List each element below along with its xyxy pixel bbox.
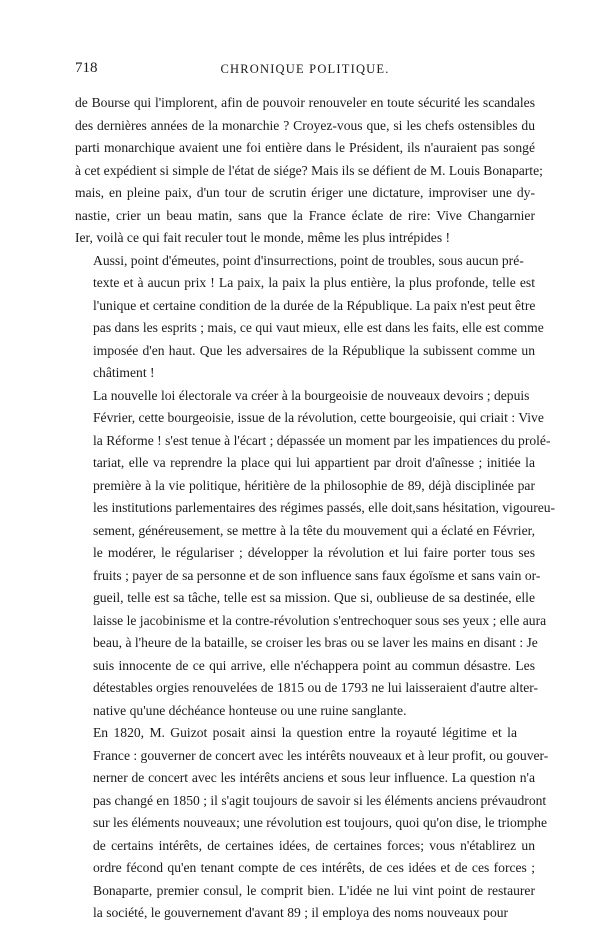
page-number: 718	[75, 60, 98, 76]
text-line: Ier, voilà ce qui fait reculer tout le monde, même les plus intrépides !	[75, 230, 451, 245]
text-line: pas changé en 1850 ; il s'agit toujours de savoir si les éléments anciens prévaudront	[93, 792, 547, 808]
text-line: de Bourse qui l'implorent, afin de pouvoir renouveler en toute sécurité les scandales	[75, 95, 535, 110]
text-line: laisse le jacobinisme et la contre-révolution s'entrechoquer sous ses yeux ; elle aura	[93, 612, 547, 628]
text-line: Février, cette bourgeoisie, issue de la révolution, cette bourgeoisie, qui criait : Vive	[93, 410, 544, 425]
running-head: CHRONIQUE POLITIQUE.	[220, 62, 390, 76]
text-line: le modérer, le régulariser ; développer la révolution et lui faire porter tous ses	[93, 545, 535, 560]
text-line: ordre fécond qu'en tenant compte de ces intérêts, de ces idées et de ces forces ;	[93, 860, 535, 875]
text-line: tariat, elle va reprendre la place qui lui appartient par droit d'aînesse ; initiée la	[93, 455, 535, 470]
paragraph	[75, 250, 544, 385]
text-line: La nouvelle loi électorale va créer à la bourgeoisie de nouveaux devoirs ; depuis	[93, 387, 530, 403]
text-line: mais, en pleine paix, d'un tour de scrutin ériger une dictature, improviser une dy-	[75, 185, 535, 200]
text-line: sement, généreusement, se mettre à la tête du mouvement qui a éclaté en Février,	[93, 522, 535, 538]
text-line: nerner de concert avec les intérêts anciens et sous leur influence. La question n'a	[93, 770, 535, 785]
text-line: texte et à aucun prix ! La paix, la paix la plus entière, la plus profonde, telle est	[93, 275, 535, 290]
text-line: parti monarchique avaient une foi entière dans le Président, ils n'auraient pas songé	[75, 140, 535, 155]
text-line: des dernières années de la monarchie ? Croyez-vous que, si les chefs ostensibles du	[75, 117, 535, 133]
page-header	[75, 60, 535, 82]
text-line: fruits ; payer de sa personne et de son influence sans faux égoïsme et sans vain or-	[93, 567, 541, 583]
text-line: détestables orgies renouvelées de 1815 ou de 1793 ne lui laisseraient d'autre alter-	[93, 680, 539, 695]
text-line: première à la vie politique, héritière de la philosophie de 89, déjà disciplinée par	[93, 477, 535, 493]
text-line: nastie, crier un beau matin, sans que la France éclate de rire: Vive Changarnier	[75, 207, 535, 223]
text-line: l'unique et certaine condition de la durée de la République. La paix n'est peut être	[93, 297, 536, 313]
text-line: France : gouverner de concert avec les intérêts nouveaux et à leur profit, ou gouver-	[93, 747, 549, 763]
paragraph	[75, 722, 549, 925]
text-line: châtiment !	[93, 365, 155, 380]
text-line: Aussi, point d'émeutes, point d'insurrections, point de troubles, sous aucun pré-	[93, 252, 524, 268]
text-line: imposée d'en haut. Que les adversaires de la République la subissent comme un	[93, 342, 535, 358]
text-line: pas dans les esprits ; mais, ce qui vaut mieux, elle est dans les faits, elle est comme	[93, 320, 544, 335]
text-line: la Réforme ! s'est tenue à l'écart ; dépassée un moment par les impatiences du prolé-	[93, 432, 551, 448]
text-line: beau, à l'heure de la bataille, se croiser les bras ou se laver les mains en disant : Je	[93, 635, 538, 650]
body-text	[75, 92, 556, 925]
text-line: Bonaparte, premier consul, le comprit bien. L'idée ne lui vint point de restaurer	[93, 882, 535, 898]
text-line: gueil, telle est sa tâche, telle est sa mission. Que si, oublieuse de sa destinée, elle	[93, 590, 535, 605]
text-line: suis innocente de ce qui arrive, elle n'échappera point au commun désastre. Les	[93, 657, 535, 673]
text-line: de certains intérêts, de certaines idées, de certaines forces; vous n'établirez un	[93, 837, 535, 853]
paragraph	[75, 92, 543, 250]
text-line: la société, le gouvernement d'avant 89 ; il employa des noms nouveaux pour	[93, 905, 509, 920]
text-line: En 1820, M. Guizot posait ainsi la question entre la royauté légitime et la	[93, 725, 517, 740]
text-line: sur les éléments nouveaux; une révolution est toujours, quoi qu'on dise, le triomphe	[93, 815, 547, 830]
text-line: les institutions parlementaires des régimes passés, elle doit,sans hésitation, vigoureu-	[93, 500, 556, 515]
paragraph	[75, 385, 556, 723]
text-line: à cet expédient si simple de l'état de siége? Mais ils se défient de M. Louis Bonaparte;	[75, 162, 543, 178]
text-line: native qu'une déchéance honteuse ou une ruine sanglante.	[93, 702, 407, 718]
